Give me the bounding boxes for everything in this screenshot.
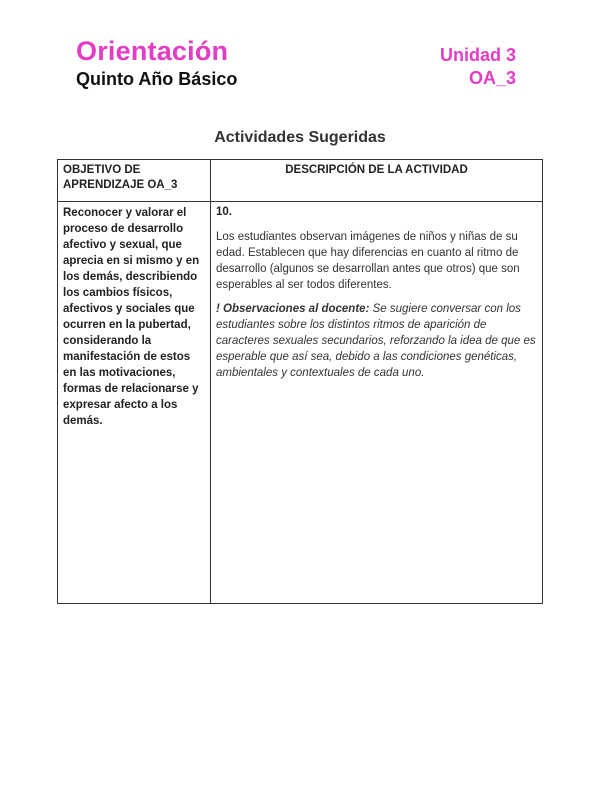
unit-label: Unidad 3 [439, 45, 516, 65]
header-right [440, 44, 516, 89]
objective-header-cell [58, 160, 211, 202]
table-header-row [58, 160, 543, 202]
teacher-note-text: Se sugiere conversar con los estudiantes sobre los distintos ritmos de aparición de caracteres sexuales secundarios, reforzando la idea de que es esperable que así sea, debido a las condiciones genéticas, ambientales y contextuales de cada uno. [216, 303, 536, 379]
description-header-cell [211, 160, 543, 202]
description-header-label: DESCRIPCIÓN DE LA ACTIVIDAD [285, 164, 468, 176]
teacher-note-label: ! Observaciones al docente: [216, 303, 370, 315]
objective-cell [58, 202, 211, 604]
page-header [76, 36, 516, 96]
section-title: Actividades Sugeridas [214, 129, 386, 146]
grade-subtitle: Quinto Año Básico [76, 69, 238, 89]
activity-number: 10. [216, 206, 232, 218]
activity-description: Los estudiantes observan imágenes de niños y niñas de su edad. Establecen que hay diferencias en cuanto al ritmo de desarrollo (algunos se desarrollan antes que otros) que son esperables al ser todos diferentes. [216, 231, 520, 291]
subject-title: Orientación [76, 36, 229, 66]
description-cell [211, 202, 543, 604]
header-left [76, 36, 237, 90]
table-row [58, 202, 543, 604]
oa-label: OA_3 [468, 68, 516, 88]
activity-table [57, 159, 543, 604]
objective-header-label: OBJETIVO DE APRENDIZAJE OA_3 [63, 164, 178, 191]
objective-text: Reconocer y valorar el proceso de desarrollo afectivo y sexual, que aprecia en si mismo y en los demás, describiendo los cambios físicos, afectivos y sociales que ocurren en la pubertad, considerando la manifestación de estos en las motivaciones, formas de relacionarse y expresar afecto a los demás. [63, 207, 200, 427]
teacher-note [216, 301, 537, 381]
